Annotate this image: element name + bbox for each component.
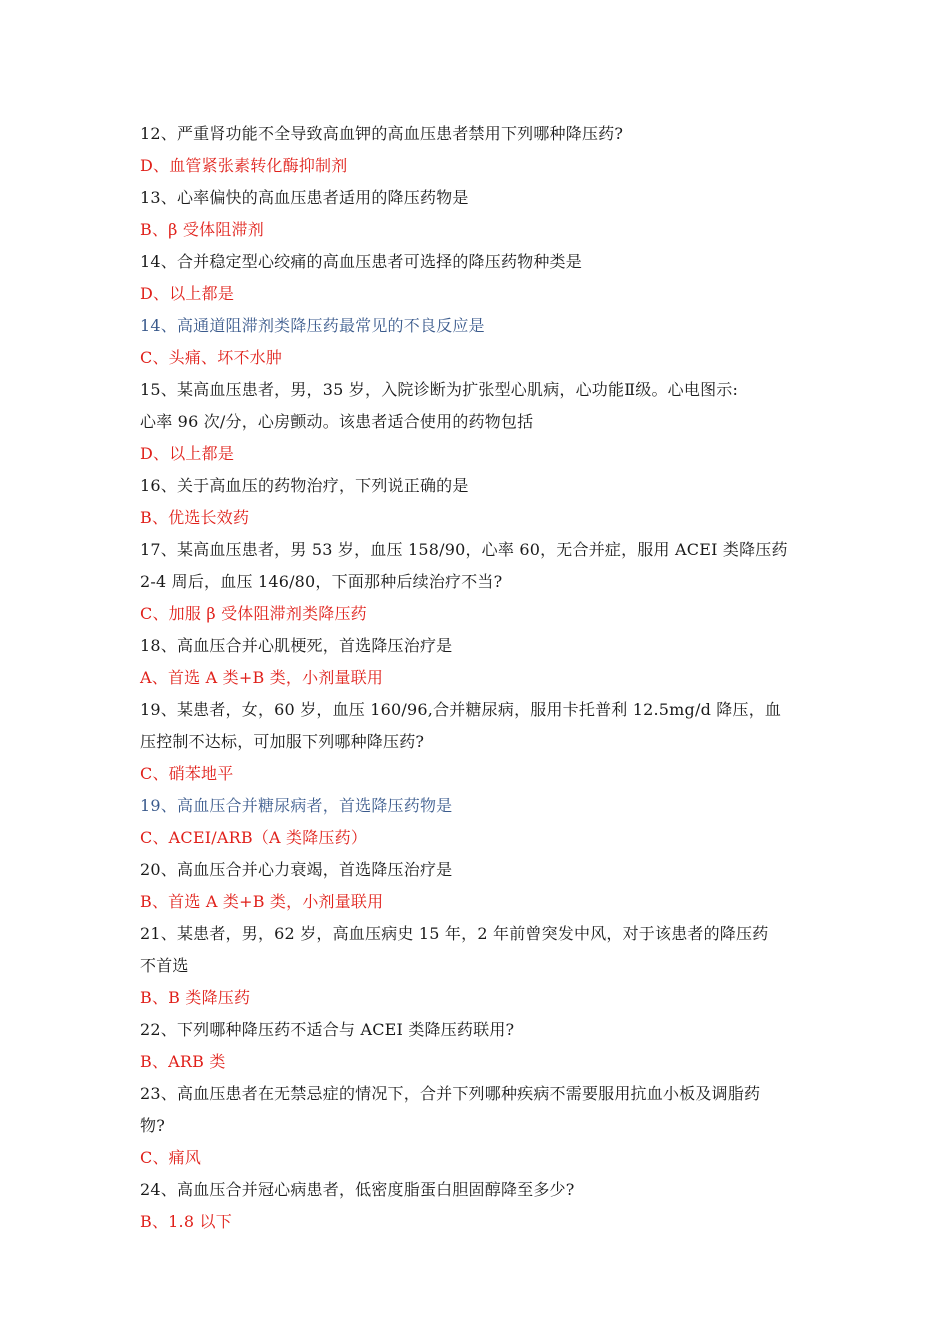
question-line: 12、严重肾功能不全导致高血钾的高血压患者禁用下列哪种降压药?	[140, 124, 624, 143]
question-line: 24、高血压合并冠心病患者，低密度脂蛋白胆固醇降至多少?	[140, 1180, 575, 1199]
answer-line: B、1.8 以下	[140, 1212, 232, 1231]
question-line: 19、高血压合并糖尿病者，首选降压药物是	[140, 796, 453, 815]
question-line: 21、某患者，男，62 岁，高血压病史 15 年，2 年前曾突发中风，对于该患者的降压药	[140, 924, 769, 943]
answer-line: C、痛风	[140, 1148, 202, 1167]
question-line: 14、高通道阻滞剂类降压药最常见的不良反应是	[140, 316, 485, 335]
document-page	[140, 118, 812, 1238]
question-line: 心率 96 次/分，心房颤动。该患者适合使用的药物包括	[140, 412, 534, 431]
answer-line: C、硝苯地平	[140, 764, 234, 783]
answer-line: A、首选 A 类+B 类，小剂量联用	[140, 668, 384, 687]
answer-line: C、加服 β 受体阻滞剂类降压药	[140, 604, 367, 623]
question-line: 15、某高血压患者，男，35 岁，入院诊断为扩张型心肌病，心功能Ⅱ级。心电图示:	[140, 380, 739, 399]
question-line: 2-4 周后，血压 146/80，下面那种后续治疗不当?	[140, 572, 503, 591]
question-line: 13、心率偏快的高血压患者适用的降压药物是	[140, 188, 469, 207]
answer-line: B、首选 A 类+B 类，小剂量联用	[140, 892, 384, 911]
question-line: 17、某高血压患者，男 53 岁，血压 158/90，心率 60，无合并症，服用 ACEI 类降压药	[140, 540, 788, 559]
question-line: 22、下列哪种降压药不适合与 ACEI 类降压药联用?	[140, 1020, 515, 1039]
question-line: 20、高血压合并心力衰竭，首选降压治疗是	[140, 860, 453, 879]
answer-line: C、ACEI/ARB（A 类降压药）	[140, 828, 368, 847]
answer-line: B、β 受体阻滞剂	[140, 220, 264, 239]
question-line: 物?	[140, 1116, 165, 1135]
question-line: 18、高血压合并心肌梗死，首选降压治疗是	[140, 636, 453, 655]
question-line: 16、关于高血压的药物治疗，下列说正确的是	[140, 476, 469, 495]
answer-line: B、ARB 类	[140, 1052, 226, 1071]
question-line: 不首选	[140, 956, 189, 975]
answer-line: D、以上都是	[140, 284, 235, 303]
question-line: 19、某患者，女，60 岁，血压 160/96,合并糖尿病，服用卡托普利 12.5mg/d 降压，血	[140, 700, 782, 719]
answer-line: B、B 类降压药	[140, 988, 251, 1007]
answer-line: D、血管紧张素转化酶抑制剂	[140, 156, 348, 175]
question-line: 14、合并稳定型心绞痛的高血压患者可选择的降压药物种类是	[140, 252, 582, 271]
answer-line: B、优选长效药	[140, 508, 250, 527]
question-line: 压控制不达标，可加服下列哪种降压药?	[140, 732, 425, 751]
question-line: 23、高血压患者在无禁忌症的情况下，合并下列哪种疾病不需要服用抗血小板及调脂药	[140, 1084, 761, 1103]
answer-line: D、以上都是	[140, 444, 235, 463]
answer-line: C、头痛、坏不水肿	[140, 348, 283, 367]
